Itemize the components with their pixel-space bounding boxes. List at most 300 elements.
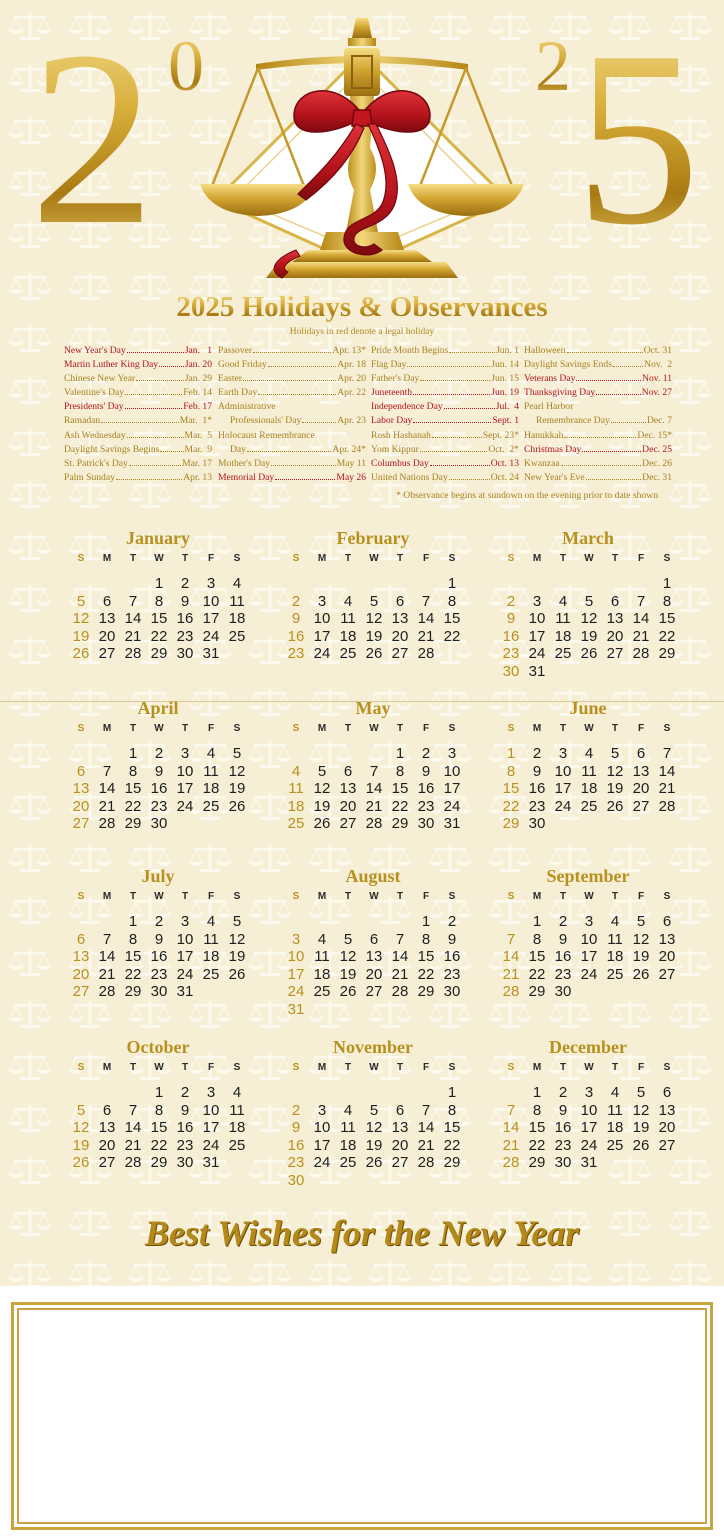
date-cell: 7	[506, 930, 516, 948]
date-cell: 2	[154, 745, 164, 762]
holiday-date: Mar. 1*	[179, 415, 212, 427]
date-cell: 15	[124, 948, 142, 965]
dot-leader	[116, 479, 182, 480]
weekday-header: S	[292, 1062, 300, 1073]
date-cell: 6	[343, 762, 353, 780]
date-cell: 18	[287, 797, 305, 815]
holiday-column-1	[64, 344, 212, 485]
date-cell: 6	[76, 930, 86, 948]
date-cell: 16	[554, 1119, 572, 1136]
holiday-item	[371, 400, 519, 414]
month-name: July	[141, 866, 175, 886]
holiday-date: Jun. 19	[491, 387, 519, 399]
date-cell: 18	[228, 610, 246, 627]
date-cell: 14	[632, 610, 650, 627]
date-cell: 28	[502, 1154, 520, 1171]
date-cell: 10	[176, 762, 194, 780]
weekday-header: M	[102, 723, 112, 734]
date-cell: 24	[202, 1136, 220, 1154]
date-cell: 13	[365, 948, 383, 965]
date-cell: 15	[417, 948, 435, 965]
date-cell: 14	[417, 610, 435, 627]
holiday-item	[64, 457, 212, 471]
weekday-header: T	[344, 723, 352, 734]
date-cell: 16	[443, 948, 461, 965]
date-cell: 8	[395, 762, 405, 780]
date-cell: 21	[124, 1136, 142, 1154]
date-cell: 19	[339, 965, 357, 983]
holiday-name: Juneteenth	[371, 387, 413, 399]
date-cell: 8	[447, 1101, 457, 1119]
weekday-header: S	[448, 891, 456, 902]
holiday-item	[218, 429, 366, 443]
dot-leader	[432, 437, 482, 438]
date-cell: 8	[447, 592, 457, 610]
dot-leader	[420, 380, 490, 381]
month-name: November	[333, 1037, 413, 1057]
date-cell: 17	[313, 1136, 331, 1154]
holiday-date: Sept. 23*	[482, 429, 519, 441]
weekday-header: M	[317, 1062, 327, 1073]
holiday-date: Jun. 14	[491, 359, 519, 371]
date-cell: 2	[421, 745, 431, 762]
holiday-name: St. Patrick's Day	[64, 457, 128, 469]
weekday-header: T	[559, 891, 567, 902]
date-cell: 25	[228, 627, 246, 645]
date-cell: 7	[395, 930, 405, 948]
dot-leader	[564, 437, 636, 438]
date-cell: 14	[391, 948, 409, 965]
date-cell: 29	[443, 1154, 461, 1171]
date-cell: 4	[343, 1101, 353, 1119]
date-cell: 27	[606, 645, 624, 662]
date-cell: 23	[554, 965, 572, 983]
holiday-name: Good Friday	[218, 359, 267, 371]
date-cell: 27	[98, 1154, 116, 1171]
date-cell: 13	[72, 948, 90, 965]
weekday-header: W	[154, 1062, 164, 1073]
dot-leader	[127, 352, 184, 353]
holiday-item	[218, 358, 366, 372]
date-cell: 1	[447, 1084, 457, 1101]
holiday-name: Pearl Harbor	[524, 401, 574, 413]
weekday-header: S	[448, 1062, 456, 1073]
date-cell: 4	[610, 1084, 620, 1101]
date-cell: 5	[584, 592, 594, 610]
date-cell: 4	[610, 913, 620, 930]
date-cell: 8	[532, 930, 542, 948]
date-cell: 5	[369, 1101, 379, 1119]
date-cell: 2	[506, 592, 516, 610]
date-cell: 27	[391, 645, 409, 662]
date-cell: 16	[176, 610, 194, 627]
date-cell: 28	[632, 645, 650, 662]
date-cell: 7	[102, 930, 112, 948]
weekday-header: S	[663, 723, 671, 734]
date-cell: 25	[606, 965, 624, 983]
holiday-name: United Nations Day	[371, 471, 448, 483]
date-cell: 26	[606, 797, 624, 815]
weekday-header: M	[532, 891, 542, 902]
date-cell: 25	[287, 815, 305, 832]
date-cell: 24	[443, 797, 461, 815]
month-name: February	[336, 528, 410, 548]
date-cell: 17	[176, 948, 194, 965]
date-cell: 24	[528, 645, 546, 662]
date-cell: 3	[317, 592, 327, 610]
date-cell: 7	[102, 762, 112, 780]
date-cell: 3	[291, 930, 301, 948]
dot-leader	[420, 451, 488, 452]
date-cell: 5	[610, 745, 620, 762]
date-cell: 12	[632, 930, 650, 948]
weekday-header: F	[422, 723, 430, 734]
holiday-item	[371, 414, 519, 428]
weekday-header: F	[637, 891, 645, 902]
date-cell: 10	[313, 610, 331, 627]
holiday-name: Passover	[218, 345, 253, 356]
holiday-item	[524, 429, 672, 443]
date-cell: 20	[72, 965, 90, 983]
date-cell: 3	[584, 1084, 594, 1101]
date-cell: 22	[124, 797, 142, 815]
date-cell: 7	[369, 762, 379, 780]
holiday-name: Daylight Savings Ends	[524, 359, 612, 371]
date-cell: 22	[443, 1136, 461, 1154]
date-cell: 4	[584, 745, 594, 762]
date-cell: 19	[365, 627, 383, 645]
weekday-header: W	[369, 723, 379, 734]
holiday-name: Hanukkah	[524, 429, 564, 441]
date-cell: 29	[124, 815, 142, 832]
holiday-item	[64, 344, 212, 358]
dot-leader	[271, 465, 336, 466]
date-cell: 13	[72, 780, 90, 797]
holiday-item	[371, 372, 519, 386]
holiday-date: Jan. 20	[184, 359, 212, 371]
holiday-name: Thanksgiving Day	[524, 387, 596, 399]
date-cell: 22	[528, 1136, 546, 1154]
weekday-header: S	[663, 1062, 671, 1073]
holiday-column-3	[371, 344, 519, 485]
date-cell: 15	[443, 610, 461, 627]
date-cell: 6	[610, 592, 620, 610]
date-cell: 21	[365, 797, 383, 815]
date-cell: 21	[632, 627, 650, 645]
date-cell: 30	[150, 815, 168, 832]
weekday-header: M	[317, 553, 327, 564]
weekday-header: S	[663, 891, 671, 902]
dot-leader	[596, 394, 641, 395]
date-cell: 27	[658, 965, 676, 983]
date-cell: 30	[150, 983, 168, 1000]
date-cell: 17	[313, 627, 331, 645]
date-cell: 28	[417, 645, 435, 662]
weekday-header: S	[507, 891, 515, 902]
date-cell: 21	[658, 780, 676, 797]
date-cell: 15	[502, 780, 520, 797]
date-cell: 5	[232, 913, 242, 930]
date-cell: 6	[662, 913, 672, 930]
date-cell: 11	[340, 610, 356, 627]
date-cell: 11	[314, 948, 330, 965]
date-cell: 2	[532, 745, 542, 762]
date-cell: 22	[391, 797, 409, 815]
holiday-name: New Year's Day	[64, 345, 126, 356]
dot-leader	[611, 422, 646, 423]
holiday-date: Nov. 2	[644, 359, 672, 371]
date-cell: 15	[150, 1119, 168, 1136]
weekday-header: T	[559, 1062, 567, 1073]
date-cell: 26	[632, 965, 650, 983]
date-cell: 24	[313, 645, 331, 662]
date-cell: 9	[154, 762, 164, 780]
date-cell: 25	[313, 983, 331, 1000]
holiday-date: Jan. 1	[184, 345, 212, 356]
date-cell: 24	[287, 983, 305, 1000]
date-cell: 16	[287, 627, 305, 645]
date-cell: 27	[339, 815, 357, 832]
date-cell: 26	[365, 645, 383, 662]
date-cell: 18	[339, 627, 357, 645]
date-cell: 17	[580, 1119, 598, 1136]
holiday-name: Ramadan	[64, 415, 101, 427]
date-cell: 13	[606, 610, 624, 627]
year-digit-fourth: 5	[575, 0, 700, 277]
date-cell: 22	[443, 627, 461, 645]
holiday-item	[64, 471, 212, 485]
date-cell: 23	[176, 1136, 194, 1154]
date-cell: 30	[417, 815, 435, 832]
weekday-header: S	[77, 891, 85, 902]
date-cell: 12	[365, 1119, 383, 1136]
weekday-header: S	[233, 723, 241, 734]
holiday-item	[524, 414, 672, 428]
weekday-header: T	[611, 891, 619, 902]
date-cell: 13	[98, 610, 116, 627]
weekday-header: F	[637, 553, 645, 564]
weekday-header: M	[317, 723, 327, 734]
date-cell: 24	[580, 1136, 598, 1154]
holiday-item	[218, 457, 366, 471]
date-cell: 24	[202, 627, 220, 645]
date-cell: 22	[150, 627, 168, 645]
weekday-header: T	[344, 1062, 352, 1073]
date-cell: 13	[658, 1101, 676, 1119]
date-cell: 29	[417, 983, 435, 1000]
date-cell: 7	[506, 1101, 516, 1119]
date-cell: 1	[662, 575, 672, 592]
date-cell: 4	[558, 592, 568, 610]
holiday-date: May 26	[336, 471, 366, 483]
date-cell: 17	[287, 965, 305, 983]
weekday-header: S	[448, 553, 456, 564]
date-cell: 15	[443, 1119, 461, 1136]
holiday-item	[64, 386, 212, 400]
weekday-header: T	[344, 553, 352, 564]
date-cell: 2	[180, 1084, 190, 1101]
date-cell: 4	[343, 592, 353, 610]
holiday-column-2	[218, 344, 366, 485]
weekday-header: W	[369, 553, 379, 564]
date-cell: 20	[658, 948, 676, 965]
dot-leader	[159, 366, 184, 367]
weekday-header: M	[532, 553, 542, 564]
dot-leader	[576, 380, 641, 381]
holiday-date: Dec. 7	[646, 415, 672, 427]
holiday-name: Independence Day	[371, 401, 443, 413]
date-cell: 15	[528, 948, 546, 965]
date-cell: 4	[206, 745, 216, 762]
holiday-item	[218, 414, 366, 428]
month-name: March	[562, 528, 614, 548]
holiday-item	[524, 471, 672, 485]
date-cell: 6	[636, 745, 646, 762]
date-cell: 8	[154, 1101, 164, 1119]
weekday-header: T	[559, 553, 567, 564]
holiday-item	[64, 429, 212, 443]
date-cell: 29	[391, 815, 409, 832]
holiday-column-4	[524, 344, 672, 485]
date-cell: 28	[98, 815, 116, 832]
date-cell: 9	[447, 930, 457, 948]
date-cell: 3	[317, 1101, 327, 1119]
date-cell: 16	[150, 780, 168, 797]
date-cell: 5	[232, 745, 242, 762]
date-cell: 11	[288, 780, 304, 797]
date-cell: 6	[369, 930, 379, 948]
date-cell: 2	[558, 913, 568, 930]
holiday-date: Apr. 20	[337, 373, 366, 385]
date-cell: 27	[98, 645, 116, 662]
holiday-name: Flag Day	[371, 359, 407, 371]
date-cell: 21	[502, 1136, 520, 1154]
date-cell: 1	[154, 1084, 164, 1101]
weekday-header: S	[507, 553, 515, 564]
date-cell: 9	[506, 610, 516, 627]
date-cell: 13	[98, 1119, 116, 1136]
weekday-header: F	[422, 891, 430, 902]
date-cell: 12	[632, 1101, 650, 1119]
date-cell: 14	[98, 780, 116, 797]
date-cell: 6	[102, 1101, 112, 1119]
holiday-item	[64, 372, 212, 386]
holiday-name: Martin Luther King Day	[64, 359, 159, 371]
date-cell: 1	[532, 913, 542, 930]
date-cell: 22	[417, 965, 435, 983]
dot-leader	[444, 408, 495, 409]
date-cell: 17	[580, 948, 598, 965]
month-name: May	[355, 698, 391, 718]
holiday-date: Oct. 31	[643, 345, 672, 356]
date-cell: 14	[98, 948, 116, 965]
date-cell: 31	[176, 983, 194, 1000]
weekday-header: M	[102, 891, 112, 902]
weekday-header: S	[448, 723, 456, 734]
weekday-header: F	[207, 891, 215, 902]
holiday-item	[218, 400, 366, 414]
date-cell: 29	[528, 983, 546, 1000]
date-cell: 12	[339, 948, 357, 965]
date-cell: 3	[584, 913, 594, 930]
date-cell: 23	[176, 627, 194, 645]
date-cell: 12	[228, 930, 246, 948]
date-cell: 9	[154, 930, 164, 948]
dot-leader	[413, 422, 491, 423]
weekday-header: T	[129, 891, 137, 902]
date-cell: 31	[528, 662, 546, 680]
date-cell: 19	[313, 797, 331, 815]
dot-leader	[125, 394, 182, 395]
date-cell: 25	[228, 1136, 246, 1154]
date-cell: 13	[632, 762, 650, 780]
date-cell: 25	[202, 797, 220, 815]
date-cell: 21	[391, 965, 409, 983]
holiday-date: Apr. 13	[183, 471, 212, 483]
holiday-date: Apr. 18	[337, 359, 366, 371]
weekday-header: S	[292, 723, 300, 734]
date-cell: 29	[150, 1154, 168, 1171]
date-cell: 20	[98, 627, 116, 645]
date-cell: 7	[662, 745, 672, 762]
date-cell: 20	[365, 965, 383, 983]
date-cell: 15	[391, 780, 409, 797]
date-cell: 22	[528, 965, 546, 983]
date-cell: 5	[636, 913, 646, 930]
holiday-item	[524, 358, 672, 372]
date-cell: 30	[554, 983, 572, 1000]
weekday-header: T	[181, 891, 189, 902]
dot-leader	[302, 422, 336, 423]
weekday-header: T	[129, 723, 137, 734]
date-cell: 19	[228, 780, 246, 797]
holiday-name: Easter	[218, 373, 242, 385]
month-name: June	[569, 698, 607, 718]
date-cell: 13	[391, 610, 409, 627]
dot-leader	[407, 366, 490, 367]
date-cell: 12	[72, 1119, 90, 1136]
holiday-name: Halloween	[524, 345, 566, 356]
date-cell: 28	[658, 797, 676, 815]
dot-leader	[136, 380, 184, 381]
date-cell: 22	[124, 965, 142, 983]
date-cell: 7	[128, 592, 138, 610]
date-cell: 22	[150, 1136, 168, 1154]
month-name: August	[345, 866, 401, 886]
holiday-name: Chinese New Year	[64, 373, 136, 385]
date-cell: 8	[532, 1101, 542, 1119]
date-cell: 24	[580, 965, 598, 983]
date-cell: 26	[365, 1154, 383, 1171]
date-cell: 11	[607, 1101, 623, 1119]
holiday-name: Rosh Hashanah	[371, 429, 431, 441]
holiday-name: Labor Day	[371, 415, 413, 427]
date-cell: 12	[580, 610, 598, 627]
date-cell: 16	[150, 948, 168, 965]
weekday-header: T	[396, 891, 404, 902]
date-cell: 26	[313, 815, 331, 832]
date-cell: 25	[202, 965, 220, 983]
date-cell: 27	[72, 983, 90, 1000]
holiday-date: Feb. 14	[183, 387, 212, 399]
weekday-header: W	[154, 723, 164, 734]
date-cell: 30	[528, 815, 546, 832]
date-cell: 2	[291, 1101, 301, 1119]
date-cell: 8	[421, 930, 431, 948]
date-cell: 17	[176, 780, 194, 797]
date-cell: 17	[528, 627, 546, 645]
date-cell: 20	[391, 1136, 409, 1154]
